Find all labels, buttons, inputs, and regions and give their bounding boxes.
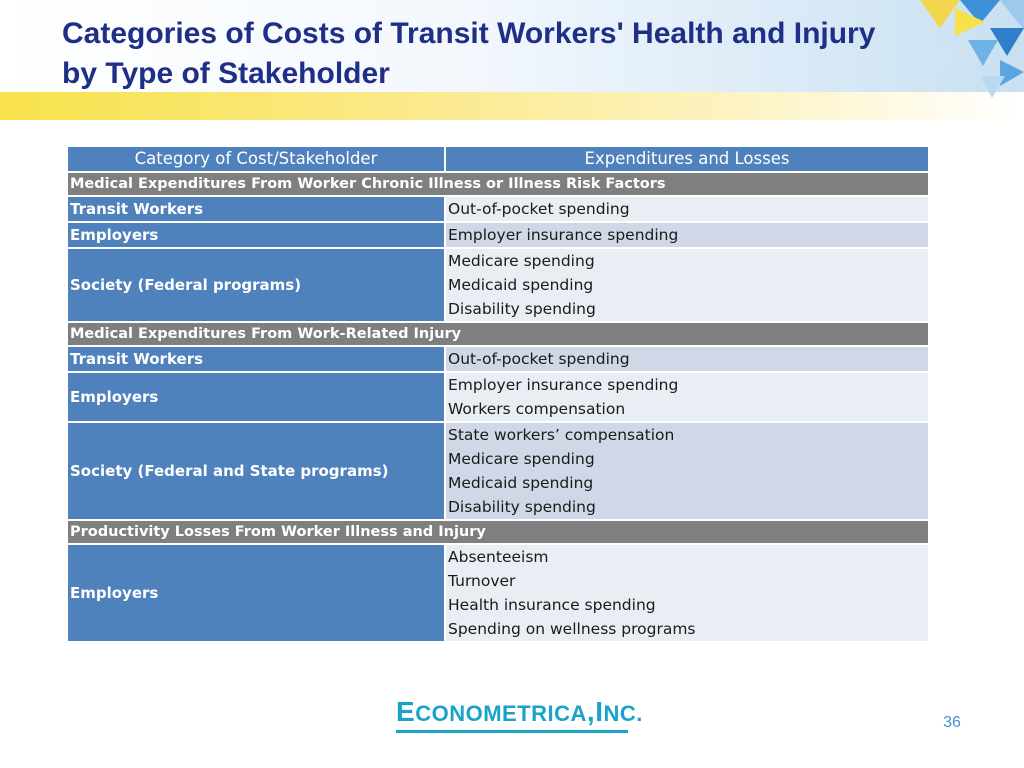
stakeholder-cell: Employers — [67, 544, 445, 642]
table-row — [67, 196, 929, 222]
expenditure-item: Health insurance spending — [448, 596, 656, 614]
header-yellow-band — [0, 92, 1024, 120]
table-row — [67, 422, 929, 520]
expenditure-item: Absenteeism — [448, 548, 549, 566]
expenditure-item: Employer insurance spending — [448, 226, 679, 244]
expenditure-cell — [445, 196, 929, 222]
table-row — [67, 346, 929, 372]
expenditure-item: Workers compensation — [448, 400, 626, 418]
stakeholder-cell: Society (Federal programs) — [67, 248, 445, 322]
logo-wordmark: ECONOMETRICA,INC. — [396, 696, 643, 727]
section-row — [67, 520, 929, 544]
table-header-row — [67, 146, 929, 172]
expenditure-item: Disability spending — [448, 498, 596, 516]
expenditure-item: Medicare spending — [448, 252, 595, 270]
section-row — [67, 172, 929, 196]
expenditure-item: Turnover — [448, 572, 516, 590]
expenditure-cell — [445, 544, 929, 642]
expenditure-item: Spending on wellness programs — [448, 620, 696, 638]
expenditure-cell — [445, 222, 929, 248]
expenditure-item: State workers’ compensation — [448, 426, 675, 444]
header-category: Category of Cost/Stakeholder — [67, 146, 445, 172]
page-title: Categories of Costs of Transit Workers' Health and Injury by Type of Stakeholder — [62, 17, 876, 90]
page-number: 36 — [943, 714, 961, 731]
econometrica-logo — [396, 696, 643, 731]
expenditure-cell — [445, 346, 929, 372]
expenditure-item: Medicaid spending — [448, 276, 594, 294]
expenditure-cell — [445, 372, 929, 422]
section-label: Medical Expenditures From Work-Related Injury — [67, 322, 929, 346]
cost-table — [66, 145, 930, 643]
stakeholder-cell: Society (Federal and State programs) — [67, 422, 445, 520]
logo-underline — [396, 730, 628, 733]
table-row — [67, 222, 929, 248]
header-expenditures: Expenditures and Losses — [445, 146, 929, 172]
table-row — [67, 544, 929, 642]
table-body — [67, 172, 929, 642]
section-row — [67, 322, 929, 346]
expenditure-item: Out-of-pocket spending — [448, 350, 630, 368]
table-row — [67, 248, 929, 322]
section-label: Productivity Losses From Worker Illness and Injury — [67, 520, 929, 544]
stakeholder-cell: Transit Workers — [67, 346, 445, 372]
expenditure-item: Employer insurance spending — [448, 376, 679, 394]
stakeholder-cell: Transit Workers — [67, 196, 445, 222]
expenditure-item: Out-of-pocket spending — [448, 200, 630, 218]
expenditure-cell — [445, 248, 929, 322]
expenditure-item: Medicare spending — [448, 450, 595, 468]
expenditure-item: Disability spending — [448, 300, 596, 318]
table-row — [67, 372, 929, 422]
expenditure-item: Medicaid spending — [448, 474, 594, 492]
stakeholder-cell: Employers — [67, 372, 445, 422]
expenditure-cell — [445, 422, 929, 520]
stakeholder-cell: Employers — [67, 222, 445, 248]
section-label: Medical Expenditures From Worker Chronic Illness or Illness Risk Factors — [67, 172, 929, 196]
